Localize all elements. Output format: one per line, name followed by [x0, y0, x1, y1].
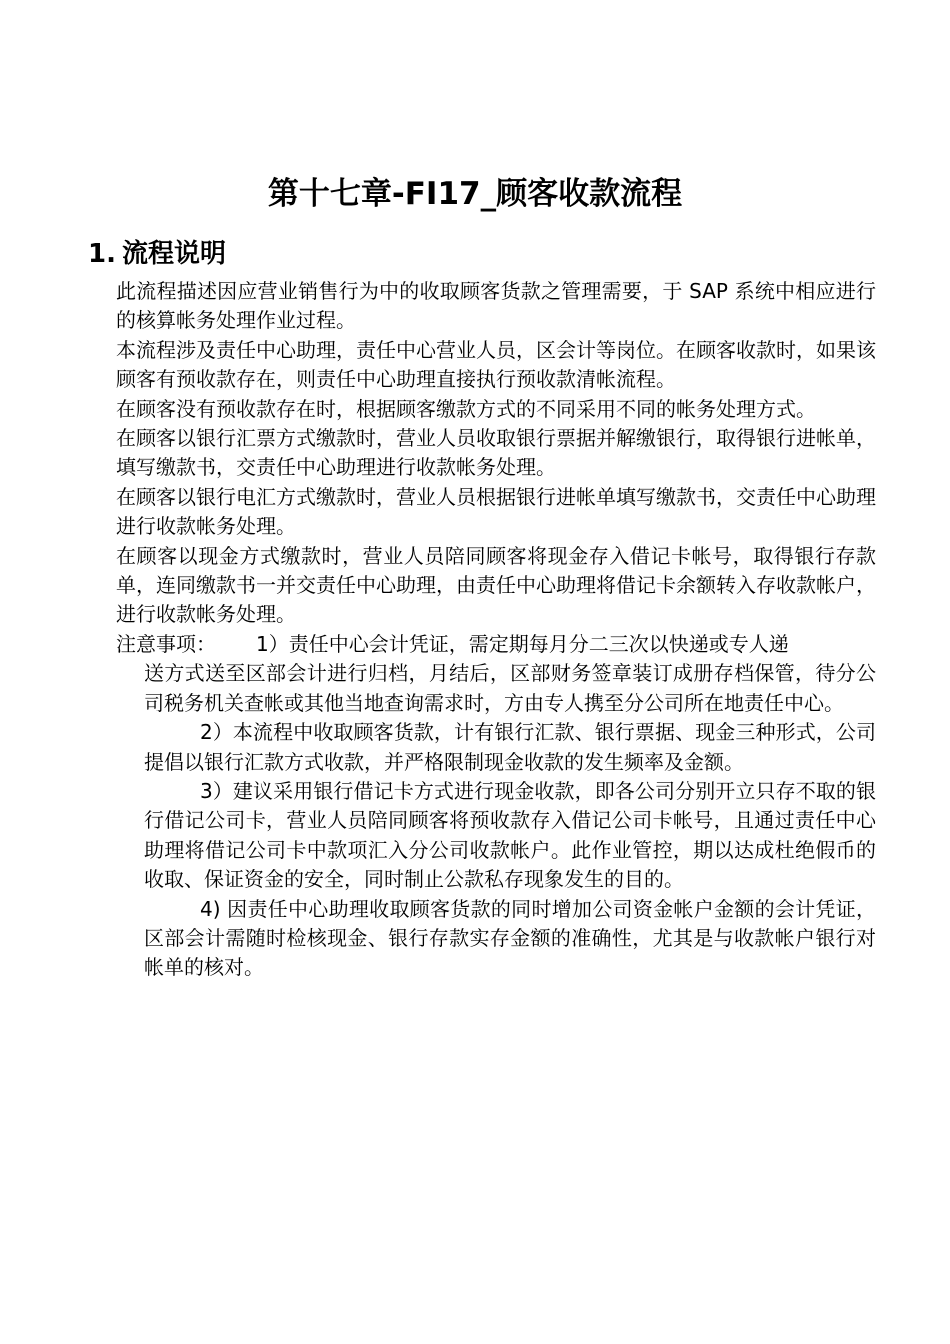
- paragraph-no-prepayment: 在顾客没有预收款存在时，根据顾客缴款方式的不同采用不同的帐务处理方式。: [116, 396, 816, 421]
- document-title: 第十七章-FI17_顾客收款流程: [267, 176, 683, 212]
- paragraph-roles: 本流程涉及责任中心助理，责任中心营业人员，区会计等岗位。在顾客收款时，如果该顾客有预收款存在，则责任中心助理直接执行预收款清帐流程。: [116, 337, 876, 392]
- note-item-3-text: 3）建议采用银行借记卡方式进行现金收款，即各公司分别开立只存不取的银行借记公司卡，营业人员陪同顾客将预收款存入借记公司卡帐号，且通过责任中心助理将借记公司卡中款项汇入分公司收款帐户。此作业管控，期以达成杜绝假币的收取、保证资金的安全，同时制止公款私存现象发生的目的。: [144, 778, 876, 892]
- section-heading: [88, 234, 226, 274]
- paragraph-bank-draft: 在顾客以银行汇票方式缴款时，营业人员收取银行票据并解缴银行，取得银行进帐单，填写缴款书，交责任中心助理进行收款帐务处理。: [116, 426, 876, 480]
- body-text: [116, 277, 876, 983]
- notes-label: 注意事项：: [116, 631, 216, 656]
- notes-first-line: [116, 630, 876, 659]
- paragraph-wire-transfer: 在顾客以银行电汇方式缴款时，营业人员根据银行进帐单填写缴款书，交责任中心助理进行收款帐务处理。: [116, 484, 876, 539]
- note-item-1-rest: 送方式送至区部会计进行归档，月结后，区部财务签章装订成册存档保管，待分公司税务机关查帐或其他当地查询需求时，方由专人携至分公司所在地责任中心。: [144, 661, 876, 715]
- paragraph-intro: 此流程描述因应营业销售行为中的收取顾客货款之管理需要，于 SAP 系统中相应进行的核算帐务处理作业过程。: [116, 279, 876, 333]
- paragraph-cash: 在顾客以现金方式缴款时，营业人员陪同顾客将现金存入借记卡帐号，取得银行存款单，连同缴款书一并交责任中心助理，由责任中心助理将借记卡余额转入存收款帐户，进行收款帐务处理。: [116, 543, 876, 627]
- note-item-1-first-line: 1）责任中心会计凭证，需定期每月分二三次以快递或专人递: [256, 631, 789, 656]
- section-number: 1.: [88, 239, 116, 269]
- note-item-4: [144, 895, 876, 983]
- note-item-2-text: 2）本流程中收取顾客货款，计有银行汇款、银行票据、现金三种形式，公司提倡以银行汇款方式收款，并严格限制现金收款的发生频率及金额。: [144, 720, 876, 774]
- note-item-2: [144, 718, 876, 777]
- note-item-3: [144, 777, 876, 895]
- note-item-4-text: 4) 因责任中心助理收取顾客货款的同时增加公司资金帐户金额的会计凭证，区部会计需随时检核现金、银行存款实存金额的准确性，尤其是与收款帐户银行对帐单的核对。: [144, 896, 876, 980]
- section-heading-text: 流程说明: [121, 239, 226, 269]
